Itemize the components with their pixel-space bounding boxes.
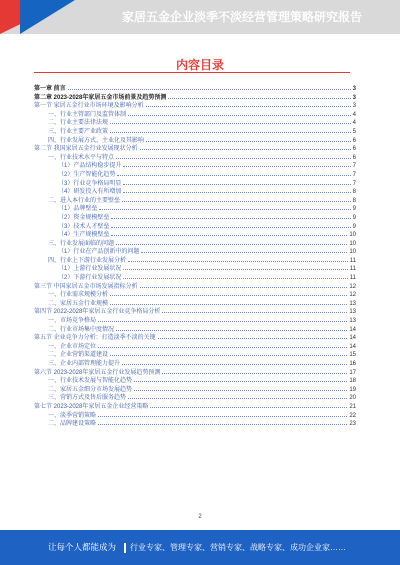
toc-leader-dots — [141, 247, 347, 253]
toc-entry-page: 6 — [352, 137, 356, 144]
toc-entry-title: （1）上游行业发展状况 — [58, 266, 122, 273]
toc-leader-dots — [146, 136, 351, 142]
toc-leader-dots — [116, 239, 347, 245]
toc-entry-page: 12 — [349, 292, 356, 299]
toc-entry-title: （4）研发投入有所增加 — [58, 189, 122, 196]
toc-entry-page: 11 — [349, 257, 356, 264]
toc-entry-page: 7 — [352, 171, 356, 178]
toc-entry-title: （1）产品结构稳步提升 — [58, 163, 122, 170]
toc-leader-dots — [110, 350, 347, 356]
toc-entry-title: 第四节 2022-2028年家居五金行业竞争格局分析 — [34, 309, 161, 316]
toc-entry-title: 一、行业需求规模分析 — [48, 292, 109, 299]
toc-leader-dots — [98, 419, 347, 425]
toc-leader-dots — [128, 256, 348, 262]
toc-entry[interactable] — [34, 419, 356, 428]
footer-divider — [124, 543, 126, 553]
toc-entry-page: 13 — [349, 300, 356, 307]
toc-leader-dots — [140, 144, 351, 150]
toc-entry[interactable] — [34, 230, 356, 239]
toc-entry-title: 三、企业内部管理能力提升 — [48, 361, 121, 367]
toc-entry-page: 13 — [349, 318, 356, 325]
toc-leader-dots — [98, 342, 347, 348]
toc-entry-title: 三、行业发展面临的问题 — [48, 240, 115, 247]
toc-heading: 内容目录 — [175, 58, 224, 72]
toc-leader-dots — [116, 325, 347, 331]
toc-entry[interactable] — [34, 204, 356, 213]
toc-entry-page: 8 — [352, 189, 356, 196]
toc-entry[interactable] — [34, 385, 356, 394]
toc-entry[interactable] — [34, 196, 356, 205]
toc-leader-dots — [128, 393, 347, 399]
toc-entry-page: 18 — [349, 378, 356, 385]
toc-entry[interactable] — [34, 161, 356, 170]
toc-entry-title: 一、行业主管部门及监管体制 — [48, 111, 127, 118]
toc-entry[interactable] — [34, 187, 356, 196]
toc-entry-title: 二、企业营销渠道建设 — [48, 352, 109, 359]
footer-slogan-left-text: 让每个人都能成为 — [48, 542, 117, 552]
toc-entry[interactable] — [34, 299, 356, 308]
toc-entry-title: （3）技术人才壁垒 — [58, 223, 110, 230]
toc-entry[interactable] — [34, 136, 356, 145]
header-blue-decoration — [20, 0, 75, 34]
toc-leader-dots — [110, 299, 347, 305]
footer-slogan-right: 行业专家、管理专家、营销专家、战略专家、成功企业家…… — [130, 543, 346, 552]
toc-entry[interactable] — [34, 264, 356, 273]
toc-entry-title: 第七节 2023-2028年家居五金企业经营策略 — [34, 403, 149, 410]
toc-leader-dots — [116, 153, 351, 159]
toc-leader-dots — [111, 222, 350, 228]
toc-leader-dots — [68, 84, 351, 90]
toc-entry[interactable] — [34, 342, 356, 351]
toc-entry-page: 19 — [349, 386, 356, 393]
toc-entry-page: 4 — [352, 120, 356, 127]
toc-entry[interactable] — [34, 170, 356, 179]
toc-entry-page: 5 — [352, 128, 356, 135]
toc-entry-page: 15 — [349, 352, 356, 359]
toc-entry-page: 11 — [349, 275, 356, 282]
toc-entry[interactable] — [34, 350, 356, 359]
toc-entry-page: 23 — [349, 421, 356, 428]
toc-entry-page: 9 — [352, 206, 356, 213]
toc-entry[interactable] — [34, 153, 356, 162]
toc-entry-page: 21 — [349, 403, 356, 410]
footer-banner — [0, 530, 400, 565]
toc-entry-title: （1）行业在产品创新中的问题 — [58, 249, 140, 256]
toc-entry-page: 9 — [352, 214, 356, 221]
toc-entry[interactable] — [34, 222, 356, 231]
toc-entry-page: 10 — [349, 240, 356, 247]
toc-entry[interactable] — [34, 256, 356, 265]
toc-entry-title: （2）生产智能化趋势 — [58, 171, 116, 178]
toc-entry[interactable] — [34, 273, 356, 282]
toc-entry-page: 7 — [352, 163, 356, 170]
toc-entry-page: 14 — [349, 343, 356, 350]
toc-entry-page: 14 — [349, 335, 356, 342]
toc-leader-dots — [111, 230, 347, 236]
toc-entry[interactable] — [34, 411, 356, 420]
toc-entry-page: 16 — [349, 361, 356, 367]
toc-entry-page: 10 — [349, 232, 356, 239]
toc-entry[interactable] — [34, 290, 356, 299]
toc-entry-title: 二、进入本行业的主要壁垒 — [48, 197, 121, 204]
toc-entry-title: 二、行业主要法律法规 — [48, 120, 109, 127]
toc-entry-title: 二、家居五金细分市场发展趋势 — [48, 386, 133, 393]
toc-entry-page: 20 — [349, 395, 356, 402]
toc-entry-title: （4）生产规模壁垒 — [58, 232, 110, 239]
toc-entry-title: 一、企业市场定位 — [48, 343, 97, 350]
toc-leader-dots — [111, 213, 350, 219]
toc-entry[interactable] — [34, 84, 356, 93]
toc-entry-page: 3 — [352, 86, 356, 92]
toc-entry[interactable] — [34, 213, 356, 222]
toc-entry-title: 第一节 家居五金行业市场环境及影响分析 — [34, 103, 144, 110]
toc-entry[interactable] — [34, 93, 356, 102]
toc-leader-dots — [123, 273, 347, 279]
toc-entry[interactable] — [34, 101, 356, 110]
toc-entry-title: 三、行业主要产业政策 — [48, 128, 109, 135]
toc-entry-page: 6 — [352, 146, 356, 153]
toc-entry[interactable] — [34, 316, 356, 325]
toc-entry-page: 10 — [349, 249, 356, 256]
toc-entry-page: 22 — [349, 412, 356, 419]
toc-leader-dots — [146, 101, 351, 107]
toc-entry-page: 9 — [352, 223, 356, 230]
toc-leader-dots — [123, 161, 350, 167]
toc-entry-title: （1）品牌壁垒 — [58, 206, 98, 213]
toc-leader-dots — [98, 316, 347, 322]
toc-entry-page: 13 — [349, 309, 356, 316]
toc-entry-title: 一、行业技术水平与特点 — [48, 154, 115, 161]
toc-leader-dots — [162, 368, 347, 374]
toc-entry-title: 第一章 前言 — [34, 86, 66, 92]
toc-entry-title: 二、行业市场集中度情况 — [48, 326, 115, 333]
toc-leader-dots — [117, 170, 350, 176]
toc-entry-page: 11 — [349, 266, 356, 273]
toc-entry-page: 3 — [352, 94, 356, 101]
toc-leader-dots — [150, 402, 347, 408]
toc-entry-title: 二、家居五金行业规模 — [48, 300, 109, 307]
header-banner — [0, 0, 400, 34]
toc-divider — [34, 72, 350, 73]
footer-slogan-left — [48, 530, 126, 565]
toc-entry-page: 17 — [349, 369, 356, 376]
page-number: 2 — [198, 514, 202, 520]
toc-entry[interactable] — [34, 325, 356, 334]
toc-leader-dots — [122, 359, 347, 365]
toc-entry[interactable] — [34, 307, 356, 316]
toc-leader-dots — [140, 282, 348, 288]
toc-entry-title: 一、市场竞争格局 — [48, 318, 97, 325]
toc-entry[interactable] — [34, 359, 356, 368]
toc-leader-dots — [168, 93, 350, 99]
toc-entry[interactable] — [34, 118, 356, 127]
toc-entry-page: 3 — [352, 103, 356, 110]
toc-entry-page: 6 — [352, 154, 356, 161]
toc-entry-title: 第二章 2023-2028年家居五金市场前景及趋势预测 — [34, 94, 167, 101]
toc-entry-title: 二、品牌建设策略 — [48, 421, 97, 428]
toc-leader-dots — [123, 187, 350, 193]
toc-entry[interactable] — [34, 127, 356, 136]
toc-entry[interactable] — [34, 402, 356, 411]
toc-leader-dots — [122, 196, 351, 202]
toc-entry-page: 8 — [352, 197, 356, 204]
toc-entry-page: 14 — [349, 326, 356, 333]
toc-leader-dots — [134, 376, 347, 382]
toc-leader-dots — [134, 385, 347, 391]
toc-entry[interactable] — [34, 333, 356, 342]
toc-leader-dots — [123, 179, 350, 185]
toc-entry[interactable] — [34, 368, 356, 377]
toc-leader-dots — [98, 411, 347, 417]
table-of-contents — [34, 84, 356, 428]
report-title: 家居五金企业淡季不淡经营管理策略研究报告 — [121, 10, 362, 24]
toc-entry-title: （3）行业竞争格局明显 — [58, 180, 122, 187]
toc-entry[interactable] — [34, 239, 356, 248]
toc-entry[interactable] — [34, 282, 356, 291]
toc-entry-title: 一、行业技术发展与智能化趋势 — [48, 378, 133, 385]
toc-entry-title: （2）资金规模壁垒 — [58, 214, 110, 221]
toc-entry-page: 4 — [352, 111, 356, 118]
toc-entry[interactable] — [34, 110, 356, 119]
toc-entry-title: 第二节 我国家居五金行业发展现状分析 — [34, 146, 138, 153]
toc-leader-dots — [123, 264, 347, 270]
toc-leader-dots — [128, 110, 351, 116]
toc-entry[interactable] — [34, 144, 356, 153]
toc-entry-page: 12 — [349, 283, 356, 290]
toc-leader-dots — [158, 333, 348, 339]
toc-entry-title: 第六节 2023-2028年家居五金行业发展趋势预测 — [34, 369, 161, 376]
toc-entry-title: 第五节 企业竞争力分析：打造淡季不淡的关键 — [34, 335, 156, 342]
toc-leader-dots — [110, 290, 347, 296]
toc-leader-dots — [110, 118, 351, 124]
toc-entry-title: 第三节 中国家居五金市场发展指标分析 — [34, 283, 138, 290]
toc-entry-title: 三、营销方式及售后服务趋势 — [48, 395, 127, 402]
toc-entry[interactable] — [34, 376, 356, 385]
toc-entry-title: （2）下游行业发展状况 — [58, 275, 122, 282]
toc-leader-dots — [110, 127, 351, 133]
toc-entry-page: 7 — [352, 180, 356, 187]
toc-leader-dots — [162, 307, 347, 313]
toc-entry-title: 四、行业发展方式、主业化及其影响 — [48, 137, 145, 144]
toc-entry[interactable] — [34, 179, 356, 188]
toc-entry[interactable] — [34, 393, 356, 402]
toc-entry[interactable] — [34, 247, 356, 256]
toc-entry-title: 一、淡季营销策略 — [48, 412, 97, 419]
toc-entry-title: 四、行业上下游行业发展分析 — [48, 257, 127, 264]
toc-leader-dots — [99, 204, 350, 210]
